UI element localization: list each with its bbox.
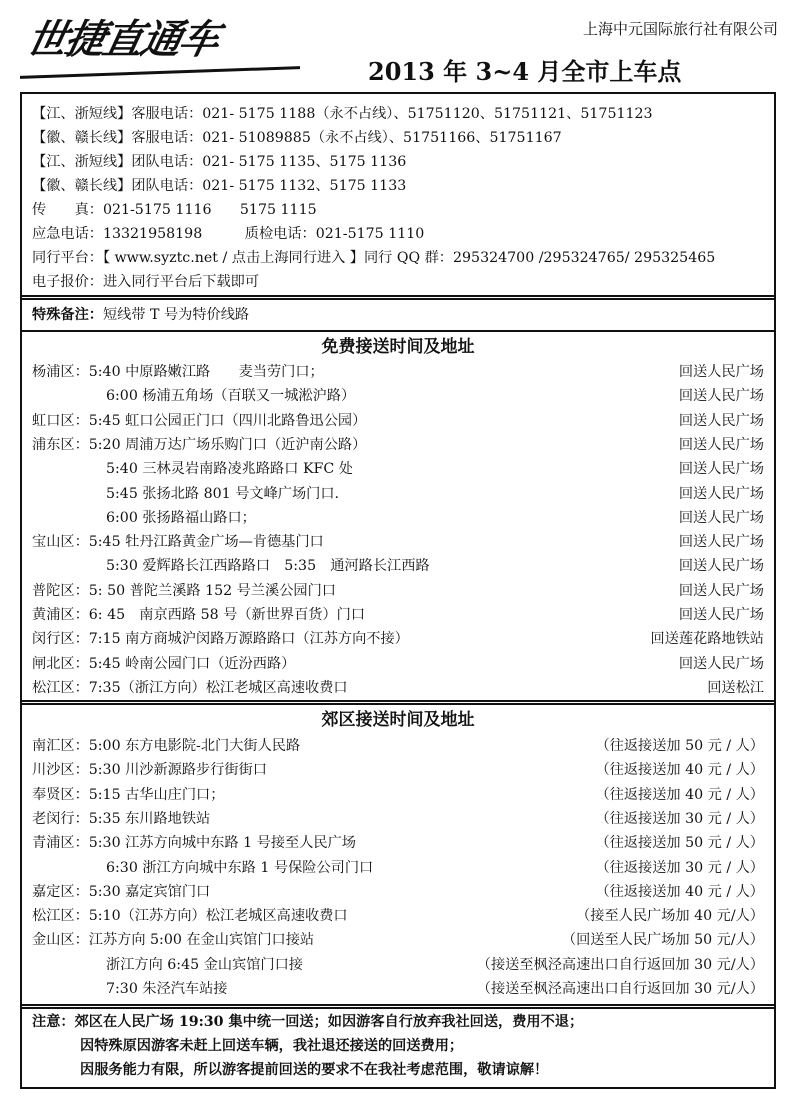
divider [22, 700, 774, 705]
schedule-row [22, 409, 774, 433]
schedule-row [22, 977, 774, 1001]
contact-line: 传 真：021-5175 1116 5175 1115 [32, 202, 317, 218]
pickup-location: 7:30 朱泾汽车站接 [106, 981, 228, 997]
contact-line: 应急电话：13321958198 质检电话：021-5175 1110 [32, 226, 425, 242]
pickup-location: 奉贤区：5:15 古华山庄门口； [32, 786, 225, 803]
return-info: 回送人民广场 [678, 436, 764, 453]
pickup-location: 川沙区：5:30 川沙新源路步行街街口 [32, 762, 267, 779]
contact-line: 【江、浙短线】客服电话：021- 5175 1188（永不占线）、51751120、51751121、51751123 [32, 106, 653, 122]
return-info: （接送至枫泾高速出口自行返回加 30 元/人） [476, 981, 764, 997]
contact-line: 电子报价：进入同行平台后下载即可 [32, 274, 260, 290]
pickup-location: 虹口区：5:45 虹口公园正门口（四川北路鲁迅公园） [32, 412, 367, 429]
return-info: （往返接送加 30 元 / 人） [595, 810, 764, 827]
return-info: 回送莲花路地铁站 [650, 631, 764, 648]
schedule-row [22, 928, 774, 952]
return-info: 回送人民广场 [678, 558, 764, 575]
brand-logo [20, 8, 305, 78]
contact-line: 【徽、赣长线】客服电话：021- 51089885（永不占线）、51751166、51751167 [32, 130, 562, 146]
return-info: 回送人民广场 [678, 412, 764, 429]
schedule-row [22, 953, 774, 977]
pickup-location: 闵行区：7:15 南方商城沪闵路万源路路口（江苏方向不接） [32, 631, 409, 648]
return-info: （接至人民广场加 40 元/人） [576, 908, 764, 925]
return-info: （往返接送加 40 元 / 人） [595, 762, 764, 779]
return-info: （回送至人民广场加 50 元/人） [561, 932, 764, 949]
schedule-row [22, 758, 774, 782]
company-name: 上海中元国际旅行社有限公司 [582, 20, 778, 38]
contact-line: 同行平台：【 www.syztc.net / 点击上海同行进入 】同行 QQ 群：295324700 /295324765/ 295325465 [32, 250, 716, 266]
schedule-row [22, 457, 774, 481]
schedule-box [20, 92, 776, 1089]
logo-text: 世捷直通车 [22, 17, 223, 63]
divider [22, 330, 774, 332]
pickup-location: 6:00 张扬路福山路口； [106, 509, 256, 526]
pickup-location: 6:00 杨浦五角场（百联又一城淞沪路） [106, 388, 356, 405]
return-info: 回送人民广场 [678, 655, 764, 672]
return-info: （往返接送加 40 元 / 人） [595, 786, 764, 803]
pickup-location: 松江区：7:35（浙江方向）松江老城区高速收费口 [32, 679, 348, 696]
schedule-row [22, 676, 774, 700]
schedule-row [22, 904, 774, 928]
return-info: （往返接送加 30 元 / 人） [595, 859, 764, 876]
return-info: 回送人民广场 [678, 509, 764, 526]
pickup-location: 5:40 三林灵岩南路凌兆路路口 KFC 处 [106, 461, 353, 478]
page-header [0, 0, 800, 92]
pickup-location: 浦东区：5:20 周浦万达广场乐购门口（近沪南公路） [32, 436, 367, 453]
schedule-row [22, 530, 774, 554]
notice-line: 注意：郊区在人民广场 19:30 集中统一回送；如因游客自行放弃我社回送，费用不退； [32, 1014, 584, 1030]
schedule-row [22, 783, 774, 807]
pickup-location: 黄浦区：6: 45 南京西路 58 号（新世界百货）门口 [32, 607, 366, 623]
notice-line: 因服务能力有限，所以游客提前回送的要求不在我社考虑范围，敬请谅解！ [80, 1062, 549, 1078]
logo-underline [20, 66, 300, 79]
schedule-row [22, 482, 774, 506]
pickup-location: 5:45 张扬北路 801 号文峰广场门口. [106, 485, 340, 502]
return-info: 回送人民广场 [678, 534, 764, 551]
suburb-section-title: 郊区接送时间及地址 [321, 710, 475, 730]
special-note [22, 303, 774, 327]
pickup-location: 5:30 爱辉路长江西路路口 5:35 通河路长江西路 [106, 558, 430, 575]
schedule-row [22, 579, 774, 603]
schedule-row [22, 506, 774, 530]
schedule-row [22, 627, 774, 651]
pickup-location: 嘉定区：5:30 嘉定宾馆门口 [32, 883, 211, 900]
pickup-location: 宝山区：5:45 牡丹江路黄金广场—肯德基门口 [32, 534, 324, 551]
notice-label: 注意： [32, 1014, 75, 1030]
return-info: （往返接送加 50 元 / 人） [595, 835, 764, 852]
pickup-location: 松江区：5:10（江苏方向）松江老城区高速收费口 [32, 908, 348, 925]
return-info: 回送松江 [707, 679, 764, 696]
pickup-location: 6:30 浙江方向城中东路 1 号保险公司门口 [106, 859, 374, 876]
return-info: 回送人民广场 [678, 364, 764, 380]
contact-line: 【江、浙短线】团队电话：021- 5175 1135、5175 1136 [32, 154, 407, 170]
pickup-location: 普陀区：5: 50 普陀兰溪路 152 号兰溪公园门口 [32, 582, 336, 599]
return-info: （接送至枫泾高速出口自行返回加 30 元/人） [476, 956, 764, 973]
return-info: （往返接送加 40 元 / 人） [595, 883, 764, 900]
schedule-row [22, 554, 774, 578]
free-section-title: 免费接送时间及地址 [321, 337, 475, 357]
schedule-row [22, 734, 774, 758]
pickup-location: 老闵行：5:35 东川路地铁站 [32, 810, 211, 827]
schedule-row [22, 652, 774, 676]
schedule-row [22, 807, 774, 831]
notice-line: 因特殊原因游客未赶上回送车辆，我社退还接送的回送费用； [80, 1038, 464, 1054]
pickup-location: 青浦区：5:30 江苏方向城中东路 1 号接至人民广场 [32, 835, 356, 852]
schedule-row [22, 831, 774, 855]
return-info: （往返接送加 50 元 / 人） [595, 738, 764, 754]
pickup-location: 南汇区：5:00 东方电影院-北门大街人民路 [32, 738, 301, 754]
contact-section [22, 94, 774, 292]
return-info: 回送人民广场 [678, 607, 764, 623]
special-note-label: 特殊备注： [32, 307, 103, 323]
page-title: 2013 年 3~4 月全市上车点 [368, 57, 682, 86]
schedule-row [22, 360, 774, 384]
schedule-row [22, 384, 774, 408]
pickup-location: 闸北区：5:45 岭南公园门口（近汾西路） [32, 655, 296, 672]
schedule-row [22, 856, 774, 880]
schedule-row [22, 880, 774, 904]
return-info: 回送人民广场 [678, 485, 764, 502]
contact-line: 【徽、赣长线】团队电话：021- 5175 1132、5175 1133 [32, 178, 407, 194]
return-info: 回送人民广场 [678, 582, 764, 599]
schedule-row [22, 433, 774, 457]
pickup-location: 浙江方向 6:45 金山宾馆门口接 [106, 956, 303, 973]
special-note-text: 短线带 T 号为特价线路 [102, 307, 250, 323]
schedule-row [22, 603, 774, 627]
return-info: 回送人民广场 [678, 388, 764, 405]
divider [22, 1004, 774, 1009]
pickup-location: 金山区：江苏方向 5:00 在金山宾馆门口接站 [32, 932, 315, 949]
pickup-location: 杨浦区：5:40 中原路嫩江路 麦当劳门口； [32, 364, 324, 380]
return-info: 回送人民广场 [678, 461, 764, 478]
divider [22, 295, 774, 300]
